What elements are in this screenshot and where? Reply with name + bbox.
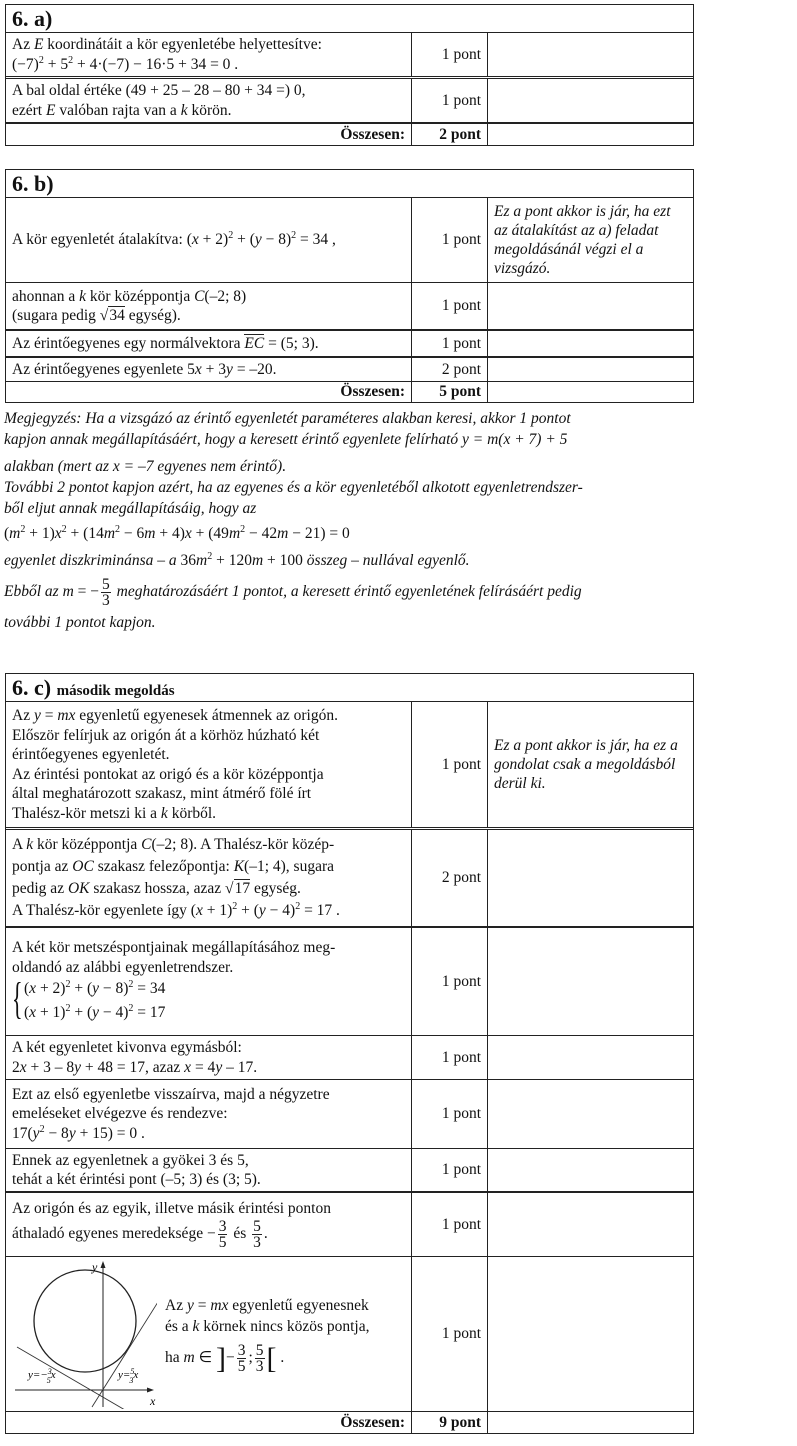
table-row	[6, 702, 693, 830]
table-row	[6, 1193, 693, 1257]
table-row	[6, 1149, 693, 1193]
remark-line: kapjon annak megállapításáért, hogy a keresett érintő egyenlete felírható y = m(x + 7) + 5	[4, 431, 568, 448]
section-6b-table	[5, 169, 694, 403]
total-row	[6, 124, 693, 145]
step-text: ahonnan a k kör középpontja C(–2; 8)	[12, 287, 247, 305]
points-cell: 2 pont	[412, 830, 488, 926]
step-text: pontja az OC szakasz felezőpontja: K(–1; 4), sugara	[12, 858, 334, 875]
section-subtitle: második megoldás	[56, 683, 175, 699]
solution-step	[6, 1080, 412, 1148]
step-text: Az E koordinátáit a kör egyenletébe helyettesítve:	[12, 36, 322, 53]
x-axis-arrow-icon	[147, 1388, 154, 1393]
note-cell	[488, 358, 693, 381]
y-axis-label: y	[92, 1260, 98, 1274]
step-formula: ha m ∈ ]− $\frac{3}{5}$ ; $\frac{5}{3}$ [ .	[165, 1341, 285, 1375]
step-text: A bal oldal értéke (49 + 25 – 28 – 80 + 34 =) 0,	[12, 82, 306, 99]
remark-block	[4, 408, 704, 633]
solution-step	[6, 331, 412, 356]
table-row	[6, 331, 693, 358]
step-formula: $17(y^2 - 8y + 15) = 0$ .	[12, 1123, 145, 1142]
total-points: 5 pont	[412, 382, 488, 402]
remark-line: Ebből az m = − $\frac{5}{3}$ meghatározásáért 1 pontot, a keresett érintő egyenletének felírásáért pedig	[4, 576, 582, 609]
note-cell	[488, 79, 693, 122]
points-cell: 1 pont	[412, 198, 488, 282]
section-title	[6, 674, 693, 702]
tangent-lines-figure	[12, 1259, 157, 1409]
step-text: A két egyenletet kivonva egymásból:	[12, 1039, 242, 1056]
points-cell: 1 pont	[412, 79, 488, 122]
table-row	[6, 1257, 693, 1412]
y-axis-arrow-icon	[101, 1261, 106, 1268]
points-cell: 1 pont	[412, 1193, 488, 1256]
solution-step	[6, 79, 412, 122]
solution-step	[6, 830, 412, 926]
remark-line: alakban (mert az x = –7 egyenes nem érintő).	[4, 458, 287, 475]
table-row	[6, 1080, 693, 1149]
table-row	[6, 33, 693, 79]
step-text: Az y = mx egyenletű egyenesnek	[165, 1296, 369, 1314]
note-cell	[488, 928, 693, 1035]
points-cell: 1 pont	[412, 283, 488, 329]
note-cell	[488, 1193, 693, 1256]
section-title: 6. b)	[6, 170, 693, 198]
note-cell	[488, 331, 693, 356]
fraction: $\frac{5}{3}$	[102, 576, 110, 609]
line2-label: y=$^5$ 3x	[118, 1367, 139, 1385]
brace-icon: {	[12, 974, 23, 1023]
step-text: pedig az OK szakasz hossza, azaz √17 egység.	[12, 880, 301, 897]
solution-step	[6, 198, 412, 282]
total-row	[6, 382, 693, 402]
step-text: Az érintőegyenes egy normálvektora EC = (5; 3).	[12, 334, 319, 352]
points-cell: 1 pont	[412, 928, 488, 1035]
fraction: $\frac{5}{3}$	[253, 1217, 261, 1251]
step-text: (sugara pedig √34 egység).	[12, 307, 181, 324]
step-text: oldandó az alábbi egyenletrendszer.	[12, 958, 234, 976]
step-text: Először felírjuk az origón át a körhöz húzható két	[12, 726, 320, 744]
step-text: Az origón és az egyik, illetve másik érintési ponton	[12, 1200, 331, 1218]
total-label: Összesen:	[6, 382, 412, 402]
step-text: és a k körnek nincs közös pontja,	[165, 1317, 370, 1335]
step-text: 2x + 3 – 8y + 48 = 17, azaz x = 4y – 17.	[12, 1058, 258, 1076]
points-cell: 1 pont	[412, 1149, 488, 1191]
step-text: által meghatározott szakasz, mint átmérő fölé írt	[12, 785, 312, 802]
section-number: 6. c)	[12, 675, 52, 700]
note-cell	[488, 382, 693, 402]
step-text: Thalész-kör metszi ki a k körből.	[12, 804, 217, 822]
note-cell	[488, 830, 693, 926]
equation-system	[12, 974, 405, 1025]
step-formula: A kör egyenletét átalakítva: $(x + 2)^2 + (y - 8)^2 = 34$ ,	[12, 230, 336, 249]
step-formula: $(-7)^2 + 5^2 + 4\cdot(-7) - 16\cdot 5 + 34 = 0$ .	[12, 54, 239, 73]
step-text-block	[165, 1295, 369, 1374]
solution-step	[6, 283, 412, 329]
section-6a-table	[5, 4, 694, 146]
step-text: Ezt az első egyenletbe visszaírva, majd a négyzetre	[12, 1085, 330, 1103]
section-title: 6. a)	[6, 5, 693, 33]
solution-step	[6, 1036, 412, 1079]
note-cell	[488, 1080, 693, 1148]
step-text: érintőegyenes egyenletét.	[12, 746, 170, 763]
table-row	[6, 1036, 693, 1080]
step-text: emeléseket elvégezve és rendezve:	[12, 1105, 228, 1123]
step-formula: A Thalész-kör egyenlete így $(x + 1)^2 + (y - 4)^2 = 17$ .	[12, 901, 340, 919]
fraction: $\frac{5}{3}$	[255, 1341, 264, 1375]
note-cell: Ez a pont akkor is jár, ha ezt az átalakítást az a) feladat megoldásánál végzi el a vizsgázó.	[494, 203, 671, 277]
equation-list	[24, 977, 165, 1025]
total-points: 2 pont	[412, 124, 488, 145]
note-cell	[488, 1149, 693, 1191]
remark-line: ből eljut annak megállapításáig, hogy az	[4, 500, 257, 517]
table-row	[6, 830, 693, 928]
table-row	[6, 928, 693, 1036]
solution-step	[6, 358, 412, 381]
note-cell: Ez a pont akkor is jár, ha ez a gondolat csak a megoldásból derül ki.	[494, 737, 678, 792]
table-row	[6, 283, 693, 331]
solution-step	[6, 33, 412, 76]
remark-line: További 2 pontot kapjon azért, ha az egyenes és a kör egyenletéből alkotott egyenletrendszer-	[4, 479, 583, 496]
step-text: Az érintési pontokat az origó és a kör középpontja	[12, 765, 324, 783]
note-cell	[488, 1036, 693, 1079]
solution-step	[6, 1257, 412, 1411]
remark-formula: $(m^2 + 1)x^2 + (14m^2 - 6m + 4)x + (49m^2 - 42m - 21) = 0$	[4, 524, 350, 542]
step-text: Ennek az egyenletnek a gyökei 3 és 5,	[12, 1151, 249, 1169]
solution-step	[6, 1193, 412, 1256]
points-cell: 1 pont	[412, 1036, 488, 1079]
note-cell	[488, 33, 693, 76]
step-text: A két kör metszéspontjainak megállapításához meg-	[12, 939, 336, 956]
fraction: $\frac{3}{5}$	[237, 1341, 246, 1375]
equation: $(x + 2)^2 + (y - 8)^2 = 34$	[24, 979, 166, 997]
total-row	[6, 1412, 693, 1433]
note-cell	[488, 1257, 693, 1411]
points-cell: 1 pont	[412, 702, 488, 827]
step-text: Az érintőegyenes egyenlete 5x + 3y = –20.	[12, 360, 277, 378]
solution-step	[6, 1149, 412, 1191]
step-text: tehát a két érintési pont (–5; 3) és (3; 5).	[12, 1171, 261, 1188]
fraction: $\frac{3}{5}$	[218, 1217, 227, 1251]
remark-line: további 1 pontot kapjon.	[4, 614, 156, 631]
note-cell	[488, 124, 693, 145]
section-6c-table	[5, 673, 694, 1434]
remark-line: egyenlet diszkriminánsa – a $36m^2 + 120m + 100$ összeg – nullával egyenlő.	[4, 551, 470, 569]
solution-step	[6, 702, 412, 827]
note-cell	[488, 1412, 693, 1433]
step-text: A k kör középpontja C(–2; 8). A Thalész-kör közép-	[12, 836, 335, 853]
remark-line: Megjegyzés: Ha a vizsgázó az érintő egyenletét paraméteres alakban keresi, akkor 1 pontot	[4, 410, 571, 427]
points-cell: 1 pont	[412, 1080, 488, 1148]
table-row	[6, 198, 693, 283]
total-points: 9 pont	[412, 1412, 488, 1433]
solution-step	[6, 928, 412, 1035]
line1-label: y=−$^3$ 5x	[28, 1367, 56, 1385]
points-cell: 1 pont	[412, 33, 488, 76]
points-cell: 2 pont	[412, 358, 488, 381]
total-label: Összesen:	[6, 124, 412, 145]
total-label: Összesen:	[6, 1412, 412, 1433]
step-text: Az y = mx egyenletű egyenesek átmennek az origón.	[12, 707, 338, 724]
circle-k	[34, 1270, 136, 1372]
equation: $(x + 1)^2 + (y - 4)^2 = 17$	[24, 1003, 166, 1021]
table-row	[6, 358, 693, 382]
note-cell	[488, 283, 693, 329]
step-text: ezért E valóban rajta van a k körön.	[12, 101, 232, 119]
table-row	[6, 79, 693, 124]
points-cell: 1 pont	[412, 331, 488, 356]
points-cell: 1 pont	[412, 1257, 488, 1411]
x-axis-label: x	[150, 1394, 156, 1408]
step-text: áthaladó egyenes meredeksége − $\frac{3}{5}$ és $\frac{5}{3}$ .	[12, 1217, 268, 1251]
